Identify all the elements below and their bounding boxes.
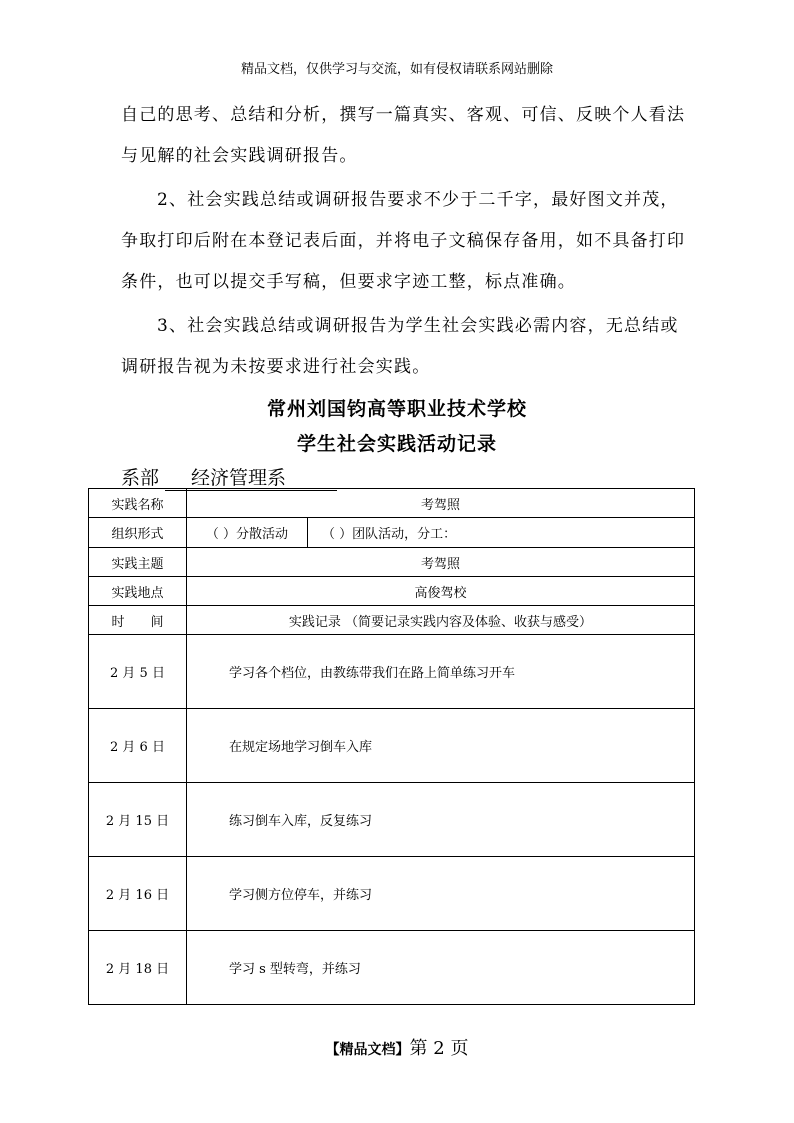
entry-text: 学习侧方位停车，并练习 xyxy=(187,857,695,931)
table-row xyxy=(89,783,695,857)
department-label: 系部 xyxy=(121,467,160,489)
entry-date: 2 月 5 日 xyxy=(89,635,187,709)
entry-text: 学习各个档位，由教练带我们在路上简单练习开车 xyxy=(187,635,695,709)
table-row xyxy=(89,931,695,1005)
table-row xyxy=(89,635,695,709)
footer-bracket: 【精品文档】 xyxy=(325,1042,410,1058)
record-header: 实践记录 （简要记录实践内容及体验、收获与感受） xyxy=(187,606,695,635)
paragraph-2-text: 2、社会实践总结或调研报告要求不少于二千字，最好图文并茂，争取打印后附在本登记表后面，并将电子文稿保存备用，如不具备打印条件，也可以提交手写稿，但要求字迹工整，标点准确。 xyxy=(121,190,686,292)
name-label: 实践名称 xyxy=(89,489,187,518)
name-value: 考驾照 xyxy=(187,489,695,518)
table-row xyxy=(89,489,695,518)
place-value: 高俊驾校 xyxy=(187,577,695,606)
time-header: 时 间 xyxy=(89,606,187,635)
table-row xyxy=(89,577,695,606)
table-row xyxy=(89,606,695,635)
paragraph-3-text: 3、社会实践总结或调研报告为学生社会实践必需内容，无总结或调研报告视为未按要求进行社会实践。 xyxy=(121,316,679,377)
theme-label: 实践主题 xyxy=(89,548,187,577)
school-title: 常州刘国钧高等职业技术学校 xyxy=(266,398,527,420)
table-row xyxy=(89,548,695,577)
entry-text: 在规定场地学习倒车入库 xyxy=(187,709,695,783)
theme-value: 考驾照 xyxy=(187,548,695,577)
entry-date: 2 月 18 日 xyxy=(89,931,187,1005)
page-footer xyxy=(0,1034,794,1060)
paragraph-2 xyxy=(121,180,696,303)
table-row xyxy=(89,709,695,783)
entry-text: 练习倒车入库，反复练习 xyxy=(187,783,695,857)
department-value: 经济管理系 xyxy=(165,463,337,491)
entry-text: 学习 s 型转弯，并练习 xyxy=(187,931,695,1005)
entry-date: 2 月 16 日 xyxy=(89,857,187,931)
form-cell xyxy=(187,518,695,548)
paragraph-1: 自己的思考、总结和分析，撰写一篇真实、客观、可信、反映个人看法与见解的社会实践调研报告。 xyxy=(121,105,686,166)
watermark-header: 精品文档，仅供学习与交流，如有侵权请联系网站删除 xyxy=(240,62,553,77)
paragraph-3 xyxy=(121,306,696,388)
page-number: 第 2 页 xyxy=(409,1038,469,1059)
record-title: 学生社会实践活动记录 xyxy=(296,433,497,455)
table-row xyxy=(89,518,695,548)
form-option-scattered: （ ）分散活动 xyxy=(187,518,308,547)
place-label: 实践地点 xyxy=(89,577,187,606)
form-option-team: （ ）团队活动，分工： xyxy=(322,527,457,542)
entry-date: 2 月 15 日 xyxy=(89,783,187,857)
table-row xyxy=(89,857,695,931)
department-line xyxy=(121,463,337,491)
form-label: 组织形式 xyxy=(89,518,187,548)
activity-record-table xyxy=(88,488,695,1005)
entry-date: 2 月 6 日 xyxy=(89,709,187,783)
